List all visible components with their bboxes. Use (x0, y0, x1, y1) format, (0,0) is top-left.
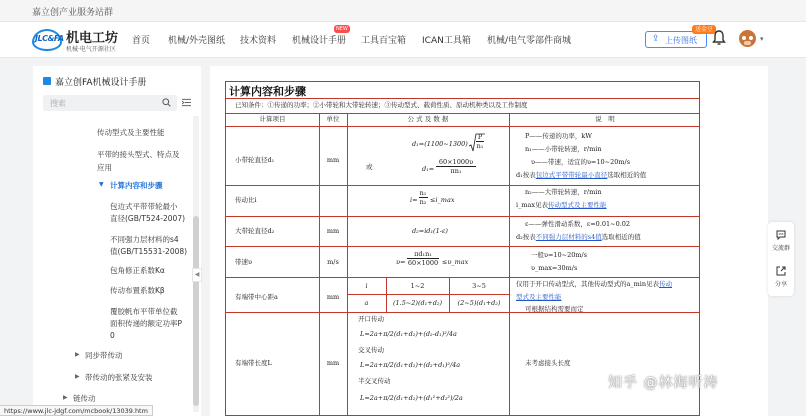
row1-note4: d₁按表包边式平带带轮最小直径选取相近的值 (516, 171, 647, 179)
row1-formula1: d₁=(1100~1300) (412, 140, 468, 148)
avatar[interactable] (739, 30, 756, 47)
row1-item: 小带轮直径d₁ (235, 156, 275, 164)
row1-f2-fraction: 60×1000υ πn₁ (434, 158, 478, 175)
row2-fraction: n₁ n₂ (419, 189, 427, 206)
menu-toggle-icon[interactable] (182, 98, 191, 107)
top-strip (0, 0, 806, 22)
row6-label-open: 开口传动 (358, 315, 384, 323)
row1-note1: P——传递的功率，kW (525, 132, 592, 140)
row3-unit: mm (326, 227, 340, 235)
row5-sub-head-i: i (365, 282, 368, 290)
sidebar-title: 嘉立创FA机械设计手册 (55, 78, 147, 88)
row2-item: 传动比i (235, 196, 257, 204)
row6-formula-cross: L=2a+π/2(d₁+d₂)+(d₂+d₁)²/4a (360, 361, 461, 369)
row1-formula2-lhs: d₁= (422, 165, 435, 173)
bell-icon[interactable] (712, 29, 726, 47)
nav-tech-docs[interactable]: 技术资料 (240, 36, 277, 46)
caret-right-icon[interactable]: ▶ (63, 394, 68, 401)
site-header (0, 22, 806, 58)
table-title: 计算内容和步骤 (229, 85, 306, 98)
nav-toolbox[interactable]: 工具百宝箱 (361, 36, 407, 46)
row6-unit: mm (326, 359, 340, 367)
sidebar-item-rated-power-cont2[interactable]: 0 (110, 331, 115, 340)
row5-sub-head-1: 1~2 (410, 282, 425, 290)
sidebar-item-calculation-steps[interactable]: 计算内容和步骤 (110, 181, 163, 190)
row4-fraction: πd₁n₁ 60×1000 (407, 250, 439, 267)
row1-note2: n₁——小带轮转速，r/min (525, 145, 602, 153)
watermark: 知乎 @林海听涛 (608, 375, 719, 391)
row6-formula-open: L=2a+π/2(d₁+d₂)+(d₂-d₁)²/4a (360, 330, 457, 338)
row5-sub-val-a: a (364, 299, 369, 307)
row1-f1-fraction: P n₁ (476, 133, 484, 150)
known-conditions: 已知条件：①传递的功率；②小带轮和大带轮转速；③传动型式、载荷性质、原动机种类以及工作制度 (235, 101, 528, 109)
sidebar-item-synchronous-belt[interactable]: 同步带传动 (85, 351, 123, 360)
row2-note2: i_max见表传动型式及主要性能 (516, 201, 607, 209)
sidebar-search-input[interactable] (43, 95, 177, 111)
row3-item: 大带轮直径d₂ (235, 227, 275, 235)
caret-down-icon[interactable]: ▼ (99, 181, 104, 188)
new-badge: NEW (336, 26, 348, 32)
row5-note2 (516, 293, 562, 302)
search-icon[interactable] (162, 98, 171, 107)
chevron-down-icon[interactable]: ▾ (760, 35, 764, 43)
nav-ican-tools[interactable]: ICAN工具箱 (422, 36, 471, 46)
row5-unit: mm (326, 293, 340, 301)
logo-title[interactable]: 机电工坊 (66, 31, 119, 46)
row5-note3: 可根据结构需要而定 (525, 305, 584, 313)
row1-unit: mm (326, 156, 340, 164)
row6-item: 有端带长度L (235, 359, 272, 367)
upload-label: 上传图纸 (665, 36, 697, 45)
nav-home[interactable]: 首页 (132, 36, 151, 46)
caret-right-icon[interactable]: ▶ (75, 373, 80, 380)
col-header-notes: 说 明 (595, 115, 615, 123)
calculation-table (225, 81, 700, 416)
col-header-unit: 单位 (326, 115, 340, 123)
sidebar-item-rated-power-cont[interactable]: 面积传递的额定功率P (110, 319, 183, 328)
row3-formula: d₂=id₁(1-ε) (412, 227, 448, 235)
main-content (210, 66, 768, 416)
row6-label-cross: 交叉传动 (358, 346, 384, 354)
link-s4-values[interactable]: 不同强力层材料的s4值 (535, 233, 602, 241)
nav-parts-mall[interactable]: 机械/电气零部件商城 (487, 36, 572, 46)
sidebar-item-transmission-types[interactable]: 传动型式及主要性能 (97, 128, 165, 137)
sidebar-item-belt-joint[interactable]: 平带的接头型式、特点及 (97, 150, 180, 159)
row6-formula-half-cross: L=2a+π/2(d₁+d₂)+(d₁²+d₂²)/2a (360, 394, 463, 402)
col-header-item: 计算项目 (259, 115, 286, 123)
sidebar-item-chain-drive[interactable]: 链传动 (73, 394, 96, 403)
row3-note2: d₂按表不同强力层材料的s4值选取相近的值 (516, 233, 641, 241)
logo-subtitle: 机械·电气开源社区 (66, 46, 116, 53)
status-url: https://www.jlc-jdgf.com/mcbook/13039.htm (0, 405, 153, 416)
nav-mechanical-drawings[interactable]: 机械/外壳图纸 (168, 36, 226, 46)
row6-label-half-cross: 半交叉传动 (358, 377, 391, 385)
row4-note2: υ_max=30m/s (531, 264, 578, 272)
sidebar-item-wrap-angle-factor[interactable]: 包角修正系数Kα (110, 266, 165, 275)
sidebar-item-s4-values-cont[interactable]: 值(GB/T15531-2008) (110, 247, 188, 256)
row5-item: 有端带中心距a (235, 293, 278, 301)
logo-icon[interactable]: JLC&FA (32, 29, 62, 51)
link-transmission-types[interactable]: 传动型式及主要性能 (548, 201, 607, 209)
link-transmission[interactable]: 传动 (659, 280, 673, 288)
link-pulley-min-diameter[interactable]: 包边式平带带轮最小直径 (535, 171, 608, 179)
col-header-formula: 公 式 及 数 据 (407, 115, 449, 123)
share-label[interactable]: 分享 (774, 281, 787, 288)
sidebar-scroll-thumb[interactable] (193, 216, 199, 406)
row6-note1: 未考虑接头长度 (525, 359, 571, 367)
sidebar-item-s4-values[interactable]: 不同强力层材料的s4 (110, 235, 179, 244)
row4-unit: m/s (327, 258, 339, 266)
row5-sub-val-2: (2~5)(d₁+d₂) (457, 299, 501, 307)
group-chat-label[interactable]: 交流群 (771, 245, 790, 252)
row4-item: 带速υ (235, 258, 252, 266)
row2-note1: n₂——大带轮转速，r/min (525, 188, 602, 196)
row5-sub-head-2: 3~5 (472, 282, 486, 290)
site-group-link[interactable]: 嘉立创产业服务站群 (32, 8, 114, 18)
book-icon (43, 77, 51, 85)
sidebar-item-pulley-min-diameter-cont[interactable]: 直径(GB/T524-2007) (110, 214, 186, 223)
promo-badge: 送金豆 (692, 25, 716, 34)
sidebar-item-pulley-min-diameter[interactable]: 包边式平带带轮最小 (110, 202, 178, 211)
float-toolbar (768, 222, 794, 296)
upload-icon: ⇪ (652, 34, 660, 44)
caret-right-icon[interactable]: ▶ (75, 351, 80, 358)
row4-formula-lhs: υ= (396, 258, 406, 266)
sidebar-item-layout-factor[interactable]: 传动布置系数Kβ (110, 286, 165, 295)
row5-sub-val-1: (1.5~2)(d₁+d₂) (392, 299, 443, 307)
row4-note1: 一般υ=10~20m/s (531, 251, 588, 259)
sidebar-item-tensioning[interactable]: 带传动的张紧及安装 (85, 373, 153, 382)
row1-or: 或 (366, 163, 373, 171)
nav-design-handbook[interactable]: 机械设计手册 (292, 36, 347, 46)
sidebar-item-rated-power[interactable]: 覆胶帆布平带单位截 (110, 307, 178, 316)
row5-note1: 仅用于开口传动型式，其他传动型式的a_min见表传动 (516, 280, 673, 288)
row3-note1: ε——弹性滑动系数，ε=0.01~0.02 (525, 220, 631, 228)
share-icon[interactable] (776, 266, 786, 276)
sidebar-collapse-button[interactable]: ◀ (192, 268, 202, 282)
row2-formula-lhs: i= (410, 196, 418, 204)
row4-formula-rhs: ≤υ_max (442, 258, 469, 266)
link-types-performance[interactable]: 型式及主要性能 (516, 293, 562, 301)
sidebar (33, 66, 201, 416)
row2-formula-rhs: ≤i_max (430, 196, 455, 204)
chat-icon[interactable] (776, 230, 786, 240)
sidebar-item-belt-joint-cont[interactable]: 应用 (97, 163, 112, 172)
row1-note3: υ——带速，适宜的υ=10~20m/s (531, 158, 631, 166)
